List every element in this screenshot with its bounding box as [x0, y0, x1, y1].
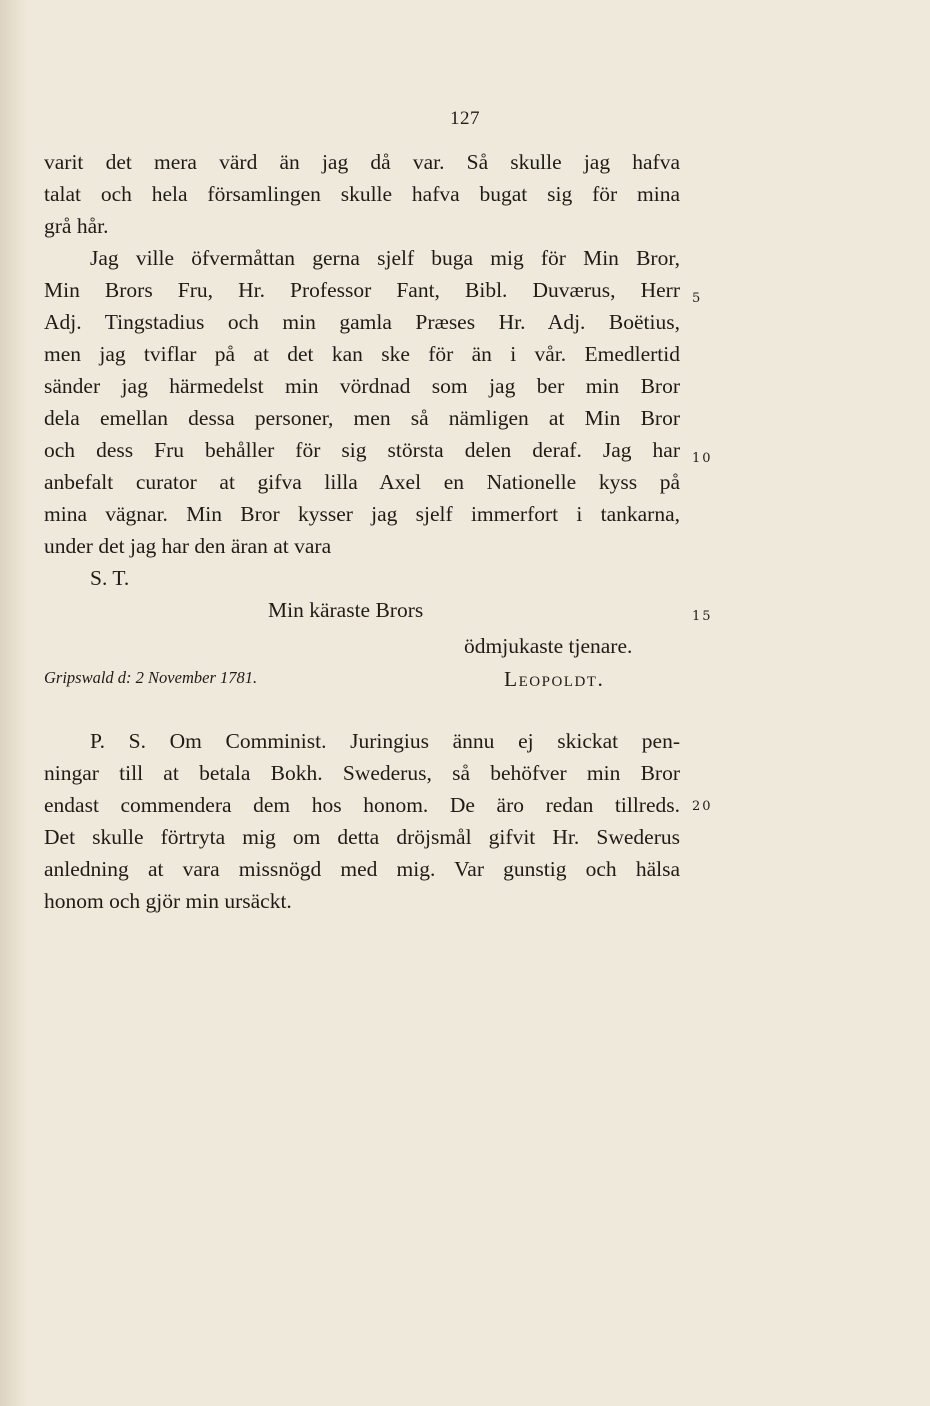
letter-line: sänder jag härmedelst min vördnad som jag ber min Bror — [44, 374, 680, 398]
letter-line: Adj. Tingstadius och min gamla Præses Hr. Adj. Boëtius, — [44, 310, 680, 334]
letter-line: mina vägnar. Min Bror kysser jag sjelf immerfort i tankarna, — [44, 502, 680, 526]
postscript-line: endast commendera dem hos honom. De äro redan tillreds. — [44, 793, 680, 817]
postscript-line: P. S. Om Comminist. Juringius ännu ej skickat pen- — [90, 729, 680, 753]
postscript-line: ningar till at betala Bokh. Swederus, så behöfver min Bror — [44, 761, 680, 785]
letter-line: talat och hela församlingen skulle hafva bugat sig för mina — [44, 182, 680, 206]
salutation-abbreviation: S. T. — [90, 566, 130, 590]
letter-line: varit det mera värd än jag då var. Så skulle jag hafva — [44, 150, 680, 174]
letter-line: Jag ville öfvermåttan gerna sjelf buga mig för Min Bror, — [90, 246, 680, 270]
page-number: 127 — [450, 108, 480, 129]
letter-line: och dess Fru behåller för sig största delen deraf. Jag har — [44, 438, 680, 462]
place-date: Gripswald d: 2 November 1781. — [44, 668, 258, 687]
letter-line: anbefalt curator at gifva lilla Axel en Nationelle kyss på — [44, 470, 680, 494]
line-number-5: 5 — [692, 291, 703, 306]
line-number-15: 15 — [692, 609, 713, 624]
page-edge-shadow — [0, 0, 28, 1406]
humble-phrase: ödmjukaste tjenare. — [464, 634, 633, 658]
line-number-20: 20 — [692, 799, 713, 814]
postscript-line: anledning at vara missnögd med mig. Var gunstig och hälsa — [44, 857, 680, 881]
line-number-10: 10 — [692, 451, 713, 466]
letter-line: under det jag har den äran at vara — [44, 534, 332, 558]
postscript-line: honom och gjör min ursäckt. — [44, 889, 292, 913]
letter-line: dela emellan dessa personer, men så nämligen at Min Bror — [44, 406, 680, 430]
signer-name: Leopoldt. — [504, 667, 605, 691]
closing-phrase: Min käraste Brors — [268, 598, 424, 622]
letter-line: men jag tviflar på at det kan ske för än i vår. Emedlertid — [44, 342, 680, 366]
letter-line: grå hår. — [44, 214, 109, 238]
postscript-line: Det skulle förtryta mig om detta dröjsmål gifvit Hr. Swederus — [44, 825, 680, 849]
letter-line: Min Brors Fru, Hr. Professor Fant, Bibl. Duværus, Herr — [44, 278, 680, 302]
